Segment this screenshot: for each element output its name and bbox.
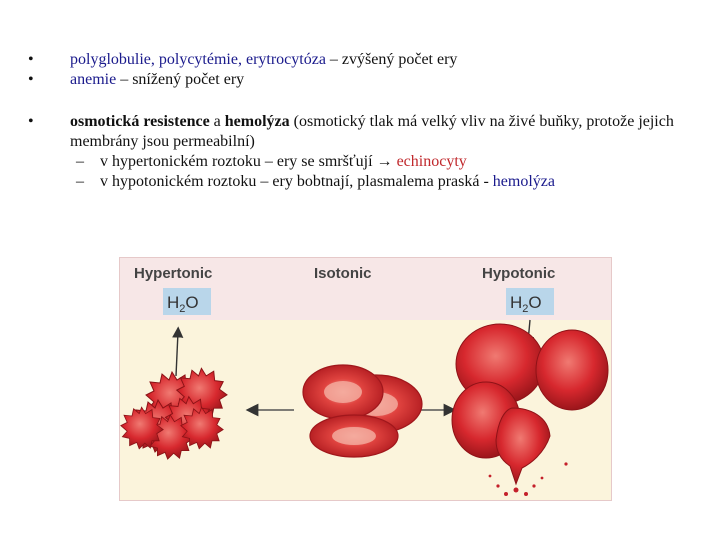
sub-bullet-hypotonic <box>28 172 698 192</box>
sub-bullet-hypertonic <box>28 152 698 172</box>
label-hypertonic: Hypertonic <box>134 265 213 282</box>
term-hemolyza-blue: hemolýza <box>492 173 555 190</box>
sub-bullet-marker: – <box>76 153 84 170</box>
sub-bullet-text: v hypotonickém roztoku – ery bobtnají, plasmalema praská - <box>100 173 493 190</box>
bullet-polyglobulie <box>28 50 698 70</box>
bullet-marker: • <box>28 113 34 130</box>
h2o-label-left: $H_2O$ <box>167 293 199 315</box>
bullet-marker: • <box>28 71 34 88</box>
bullet-text: (osmotický tlak má velký vliv na živé buňky, protože jejich membrány jsou permeabilní) <box>70 113 674 150</box>
bullet-text: – snížený počet ery <box>116 71 245 88</box>
label-isotonic: Isotonic <box>314 265 372 282</box>
osmosis-figure <box>119 257 612 501</box>
term-echinocyty: echinocyty <box>396 153 467 170</box>
bullet-anemie <box>28 70 698 90</box>
bullet-text: a <box>209 113 225 130</box>
label-hypotonic: Hypotonic <box>482 265 556 282</box>
h2o-label-right: $H_2O$ <box>510 293 542 315</box>
term-anemie: anemie <box>70 71 117 88</box>
bullet-list <box>28 50 698 192</box>
sub-bullet-marker: – <box>76 173 84 190</box>
bullet-osmoticka-resistence <box>28 112 698 152</box>
term-hemolyza: hemolýza <box>224 113 290 130</box>
term-osmoticka-resistence: osmotická resistence <box>70 113 210 130</box>
osmosis-illustration <box>120 258 611 500</box>
sub-bullet-text: v hypertonickém roztoku – ery se smršťují → <box>100 153 397 170</box>
term-polyglobulie: polyglobulie, polycytémie, erytrocytóza <box>70 51 326 68</box>
bullet-text: – zvýšený počet ery <box>325 51 458 68</box>
bullet-marker: • <box>28 51 34 68</box>
